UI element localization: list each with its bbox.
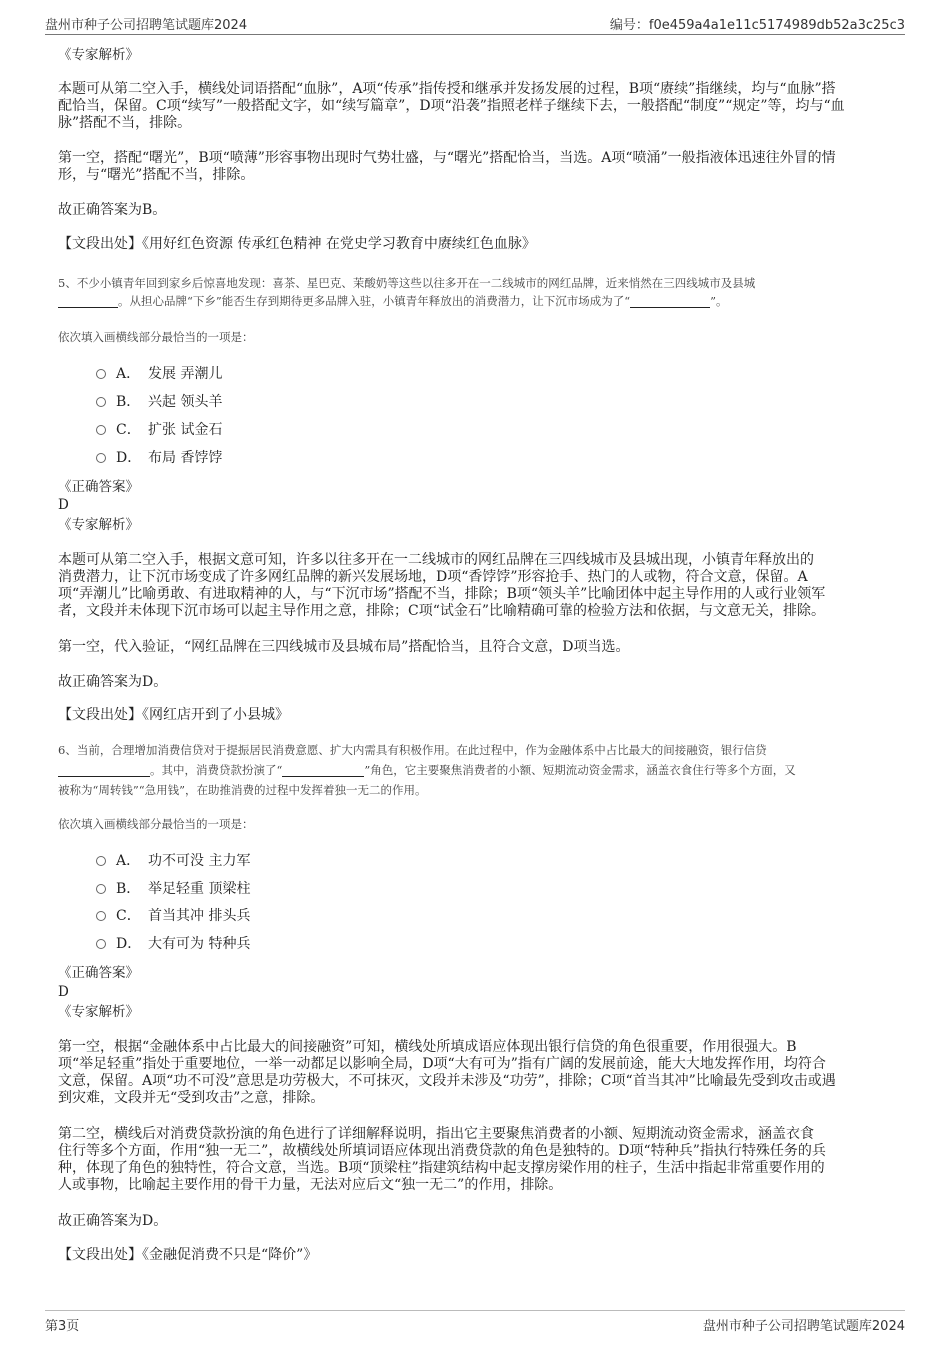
analysis-line: 第二空，横线后对消费贷款扮演的角色进行了详细解释说明，指出它主要聚焦消费者的小额、短期流动资金需求，涵盖衣食 [58,1126,814,1142]
q5-answer-label: 《正确答案》 [58,479,139,495]
answer-conclusion: 故正确答案为D。 [58,674,168,690]
analysis-line: 项“举足轻重”指处于重要地位，一举一动都足以影响全局，D项“大有可为”指有广阔的发展前途，能大大地发挥作用，均符合 [58,1056,826,1072]
q5-stem-line2: 。从担心品牌“下乡”能否生存到期待更多品牌入驻，小镇青年释放出的消费潜力，让下沉市场成为了“ ”。 [58,293,890,310]
footer-title: 盘州市种子公司招聘笔试题库2024 [702,1319,905,1334]
source-line: 【文段出处】《用好红色资源 传承红色精神 在党史学习教育中赓续红色血脉》 [58,236,536,252]
fill-blank [58,764,150,777]
source-line: 【文段出处】《金融促消费不只是“降价”》 [58,1247,318,1263]
q6-expert-label: 《专家解析》 [58,1004,139,1020]
q5-prompt: 依次填入画横线部分最恰当的一项是： [58,330,254,344]
q6-stem-line2: 。其中，消费贷款扮演了“ ”角色，它主要聚焦消费者的小额、短期流动资金需求，涵盖衣食住行等多个方面，又 [58,762,890,779]
analysis-line: 本题可从第二空入手，横线处词语搭配“血脉”，A项“传承”指传授和继承并发扬发展的过程，B项“赓续”指继续，均与“血脉”搭 [58,81,836,97]
q6-option-b[interactable]: B． 举足轻重 顶梁柱 [96,880,250,898]
header-serial: 编号：f0e459a4a1e11c5174989db52a3c25c3 [609,18,905,33]
q6-prompt: 依次填入画横线部分最恰当的一项是： [58,817,254,831]
q6-option-a[interactable]: A． 功不可没 主力军 [96,852,250,870]
radio-icon[interactable] [96,369,106,379]
source-line: 【文段出处】《网红店开到了小县城》 [58,707,289,723]
radio-icon[interactable] [96,453,106,463]
analysis-line: 第一空，根据“金融体系中占比最大的间接融资”可知，横线处所填成语应体现出银行信贷的角色很重要，作用很强大。B [58,1039,797,1055]
analysis-line: 到灾难，文段并无“受到攻击”之意，排除。 [58,1090,325,1106]
analysis-line: 项“弄潮儿”比喻勇敢、有进取精神的人，与“下沉市场”搭配不当，排除；B项“领头羊”比喻团体中起主导作用的人或行业领军 [58,586,826,602]
q5-expert-label: 《专家解析》 [58,517,139,533]
q6-stem-line1: 6、当前，合理增加消费信贷对于提振居民消费意愿、扩大内需具有积极作用。在此过程中，作为金融体系中占比最大的间接融资，银行信贷 [58,743,767,757]
page-number: 第3页 [45,1319,80,1334]
analysis-line: 文意，保留。A项“功不可没”意思是功劳极大，不可抹灭，文段并未涉及“功劳”，排除；C项“首当其冲”比喻最先受到攻击或遇 [58,1073,836,1089]
answer-conclusion: 故正确答案为B。 [58,202,167,218]
radio-icon[interactable] [96,911,106,921]
header-title: 盘州市种子公司招聘笔试题库2024 [45,18,248,33]
q6-option-c[interactable]: C． 首当其冲 排头兵 [96,907,250,925]
analysis-line: 第一空，代入验证，“网红品牌在三四线城市及县城布局”搭配恰当，且符合文意，D项当选。 [58,639,630,655]
analysis-line: 本题可从第二空入手，根据文意可知，许多以往多开在一二线城市的网红品牌在三四线城市及县城出现，小镇青年释放出的 [58,552,814,568]
expert-label: 《专家解析》 [58,47,139,63]
q5-option-d[interactable]: D． 布局 香饽饽 [96,449,222,467]
q5-option-c[interactable]: C． 扩张 试金石 [96,421,222,439]
radio-icon[interactable] [96,884,106,894]
answer-conclusion: 故正确答案为D。 [58,1213,168,1229]
page-header [45,12,905,35]
analysis-line: 人或事物，比喻起主要作用的骨干力量，无法对应后文“独一无二”的作用，排除。 [58,1177,563,1193]
radio-icon[interactable] [96,939,106,949]
radio-icon[interactable] [96,856,106,866]
q6-option-d[interactable]: D． 大有可为 特种兵 [96,935,250,953]
analysis-line: 脉”搭配不当，排除。 [58,115,192,131]
analysis-line: 配恰当，保留。C项“续写”一般搭配文字，如“续写篇章”，D项“沿袭”指照老样子继续下去，一般搭配“制度”“规定”等，均与“血 [58,98,845,114]
analysis-line: 形，与“曙光”搭配不当，排除。 [58,167,255,183]
q6-answer: D [58,984,69,1000]
page-footer [45,1310,905,1335]
radio-icon[interactable] [96,397,106,407]
q5-option-a[interactable]: A． 发展 弄潮儿 [96,365,222,383]
fill-blank [58,295,118,308]
analysis-line: 第一空，搭配“曙光”，B项“喷薄”形容事物出现时气势壮盛，与“曙光”搭配恰当，当选。A项“喷涌”一般指液体迅速往外冒的情 [58,150,836,166]
fill-blank [282,764,364,777]
q5-answer: D [58,497,69,513]
analysis-line: 种，体现了角色的独特性，符合文意，当选。B项“顶梁柱”指建筑结构中起支撑房梁作用的柱子，生活中指起非常重要作用的 [58,1160,825,1176]
q6-answer-label: 《正确答案》 [58,965,139,981]
analysis-line: 消费潜力，让下沉市场变成了许多网红品牌的新兴发展场地，D项“香饽饽”形容抢手、热门的人或物，符合文意，保留。A [58,569,808,585]
analysis-line: 住行等多个方面，作用“独一无二”，故横线处所填词语应体现出消费贷款的角色是独特的。D项“特种兵”指执行特殊任务的兵 [58,1143,826,1159]
q5-stem-line1: 5、不少小镇青年回到家乡后惊喜地发现：喜茶、星巴克、茉酸奶等这些以往多开在一二线城市的网红品牌，近来悄然在三四线城市及县城 [58,276,756,290]
q5-option-b[interactable]: B． 兴起 领头羊 [96,393,222,411]
radio-icon[interactable] [96,425,106,435]
fill-blank [630,295,710,308]
q6-stem-line3: 被称为“周转钱”“急用钱”，在助推消费的过程中发挥着独一无二的作用。 [58,783,427,797]
analysis-line: 者，文段并未体现下沉市场可以起主导作用之意，排除；C项“试金石”比喻精确可靠的检验方法和依据，与文意无关，排除。 [58,603,826,619]
